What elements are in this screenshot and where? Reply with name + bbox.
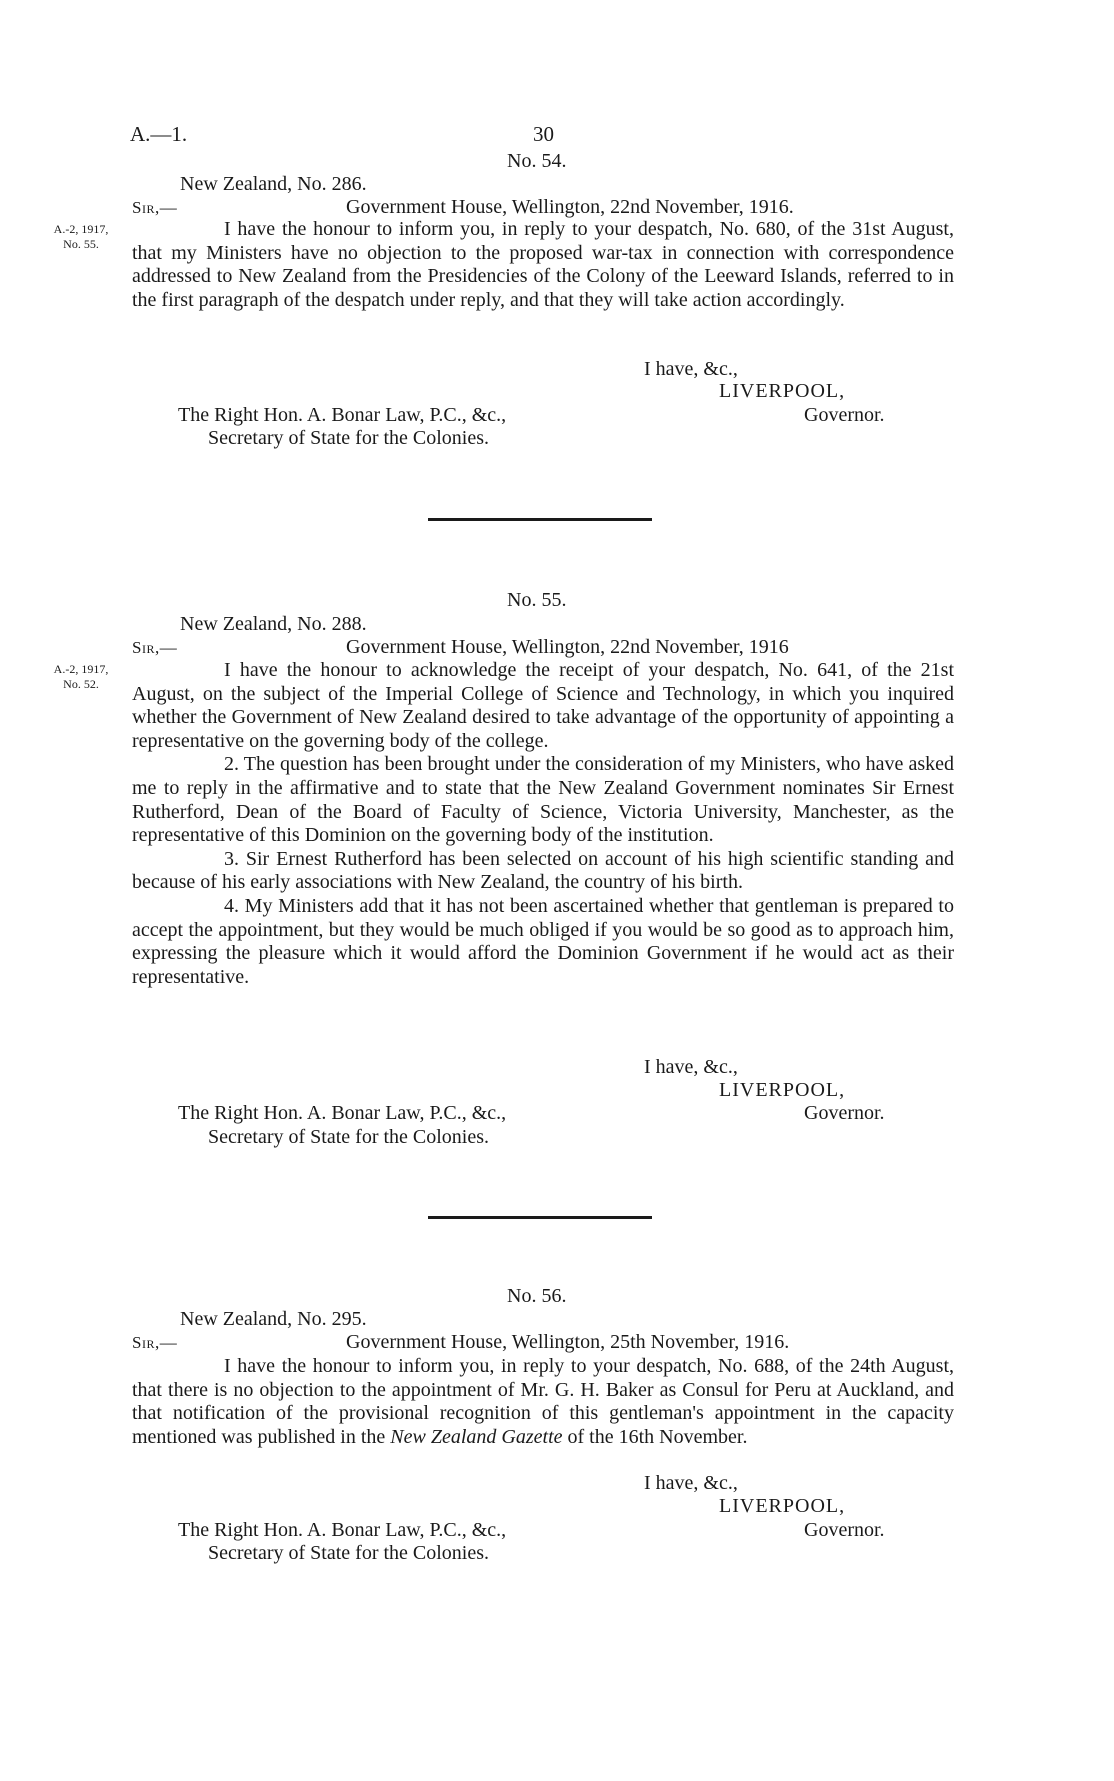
- paragraph: [132, 1355, 954, 1449]
- section-divider: [428, 518, 652, 521]
- letter-reference: New Zealand, No. 288.: [180, 613, 367, 635]
- addressee: The Right Hon. A. Bonar Law, P.C., &c.,: [178, 1102, 507, 1124]
- margin-reference-line: No. 52.: [63, 677, 99, 691]
- signature: LIVERPOOL,: [719, 1079, 846, 1101]
- signatory-title: Governor.: [804, 1519, 885, 1541]
- salutation: Sir,—: [132, 638, 178, 657]
- sender-address: Government House, Wellington, 25th November, 1916.: [346, 1331, 790, 1353]
- signature: LIVERPOOL,: [719, 1495, 846, 1517]
- letter-number: No. 54.: [507, 150, 567, 172]
- letter-reference: New Zealand, No. 286.: [180, 173, 367, 195]
- paragraph-text: of the 16th November.: [562, 1425, 748, 1448]
- paragraph: 2. The question has been brought under the consideration of my Ministers, who have asked me to reply in the affirmative and to state that the New Zealand Government nominates Sir Ernest Rutherford, Dean of the Board of Faculty of Science, Victoria University, Manchester, as the representative of this Dominion on the governing body of the institution.: [132, 753, 954, 847]
- margin-reference: [40, 662, 122, 692]
- margin-reference-line: No. 55.: [63, 237, 99, 251]
- letter-body: [132, 218, 954, 312]
- signature: LIVERPOOL,: [719, 380, 846, 402]
- sender-address: Government House, Wellington, 22nd November, 1916.: [346, 196, 794, 218]
- closing: I have, &c.,: [644, 1472, 738, 1494]
- margin-reference-line: A.-2, 1917,: [53, 222, 109, 236]
- document-id: A.—1.: [130, 122, 188, 146]
- paragraph: 3. Sir Ernest Rutherford has been selected on account of his high scientific standing and because of his early associations with New Zealand, the country of his birth.: [132, 847, 954, 894]
- margin-reference: [40, 222, 122, 252]
- paragraph: I have the honour to acknowledge the receipt of your despatch, No. 641, of the 21st August, on the subject of the Imperial College of Science and Technology, in which you inquired whether the Government of New Zealand desired to take advantage of the opportunity of appointing a representative on the governing body of the college.: [132, 659, 954, 752]
- letter-number: No. 55.: [507, 589, 567, 611]
- letter-body: [132, 659, 954, 989]
- closing: I have, &c.,: [644, 358, 738, 380]
- salutation: Sir,—: [132, 1333, 178, 1352]
- addressee-office: Secretary of State for the Colonies.: [208, 427, 490, 449]
- letter-body: [132, 1355, 954, 1449]
- letter-reference: New Zealand, No. 295.: [180, 1308, 367, 1330]
- addressee-office: Secretary of State for the Colonies.: [208, 1126, 490, 1148]
- gazette-title: New Zealand Gazette: [390, 1425, 563, 1448]
- addressee-office: Secretary of State for the Colonies.: [208, 1542, 490, 1564]
- section-divider: [428, 1216, 652, 1219]
- paragraph: 4. My Ministers add that it has not been ascertained whether that gentleman is prepared to accept the appointment, but they would be much obliged if you would be so good as to approach him, expressing the pleasure which it would afford the Dominion Government if he would act as their representative.: [132, 894, 954, 988]
- signatory-title: Governor.: [804, 1102, 885, 1124]
- margin-reference-line: A.-2, 1917,: [53, 662, 109, 676]
- letter-number: No. 56.: [507, 1285, 567, 1307]
- addressee: The Right Hon. A. Bonar Law, P.C., &c.,: [178, 404, 507, 426]
- signatory-title: Governor.: [804, 404, 885, 426]
- sender-address: Government House, Wellington, 22nd November, 1916: [346, 636, 789, 658]
- paragraph-text: I have the honour to inform you, in reply to your despatch, No. 688, of the 24th August, that there is no objection to the appointment of Mr. G. H. Baker as Consul for Peru at Auckland, and that notification of the provisional recognition of this gentleman's appointment in the capacity mentioned was published in the: [132, 1355, 954, 1448]
- paragraph: I have the honour to inform you, in reply to your despatch, No. 680, of the 31st August, that my Ministers have no objection to the proposed war-tax in connection with correspondence addressed to New Zealand from the Presidencies of the Colony of the Leeward Islands, referred to in the first paragraph of the despatch under reply, and that they will take action accordingly.: [132, 218, 954, 311]
- closing: I have, &c.,: [644, 1056, 738, 1078]
- addressee: The Right Hon. A. Bonar Law, P.C., &c.,: [178, 1519, 507, 1541]
- salutation: Sir,—: [132, 198, 178, 217]
- page-number: 30: [533, 122, 554, 146]
